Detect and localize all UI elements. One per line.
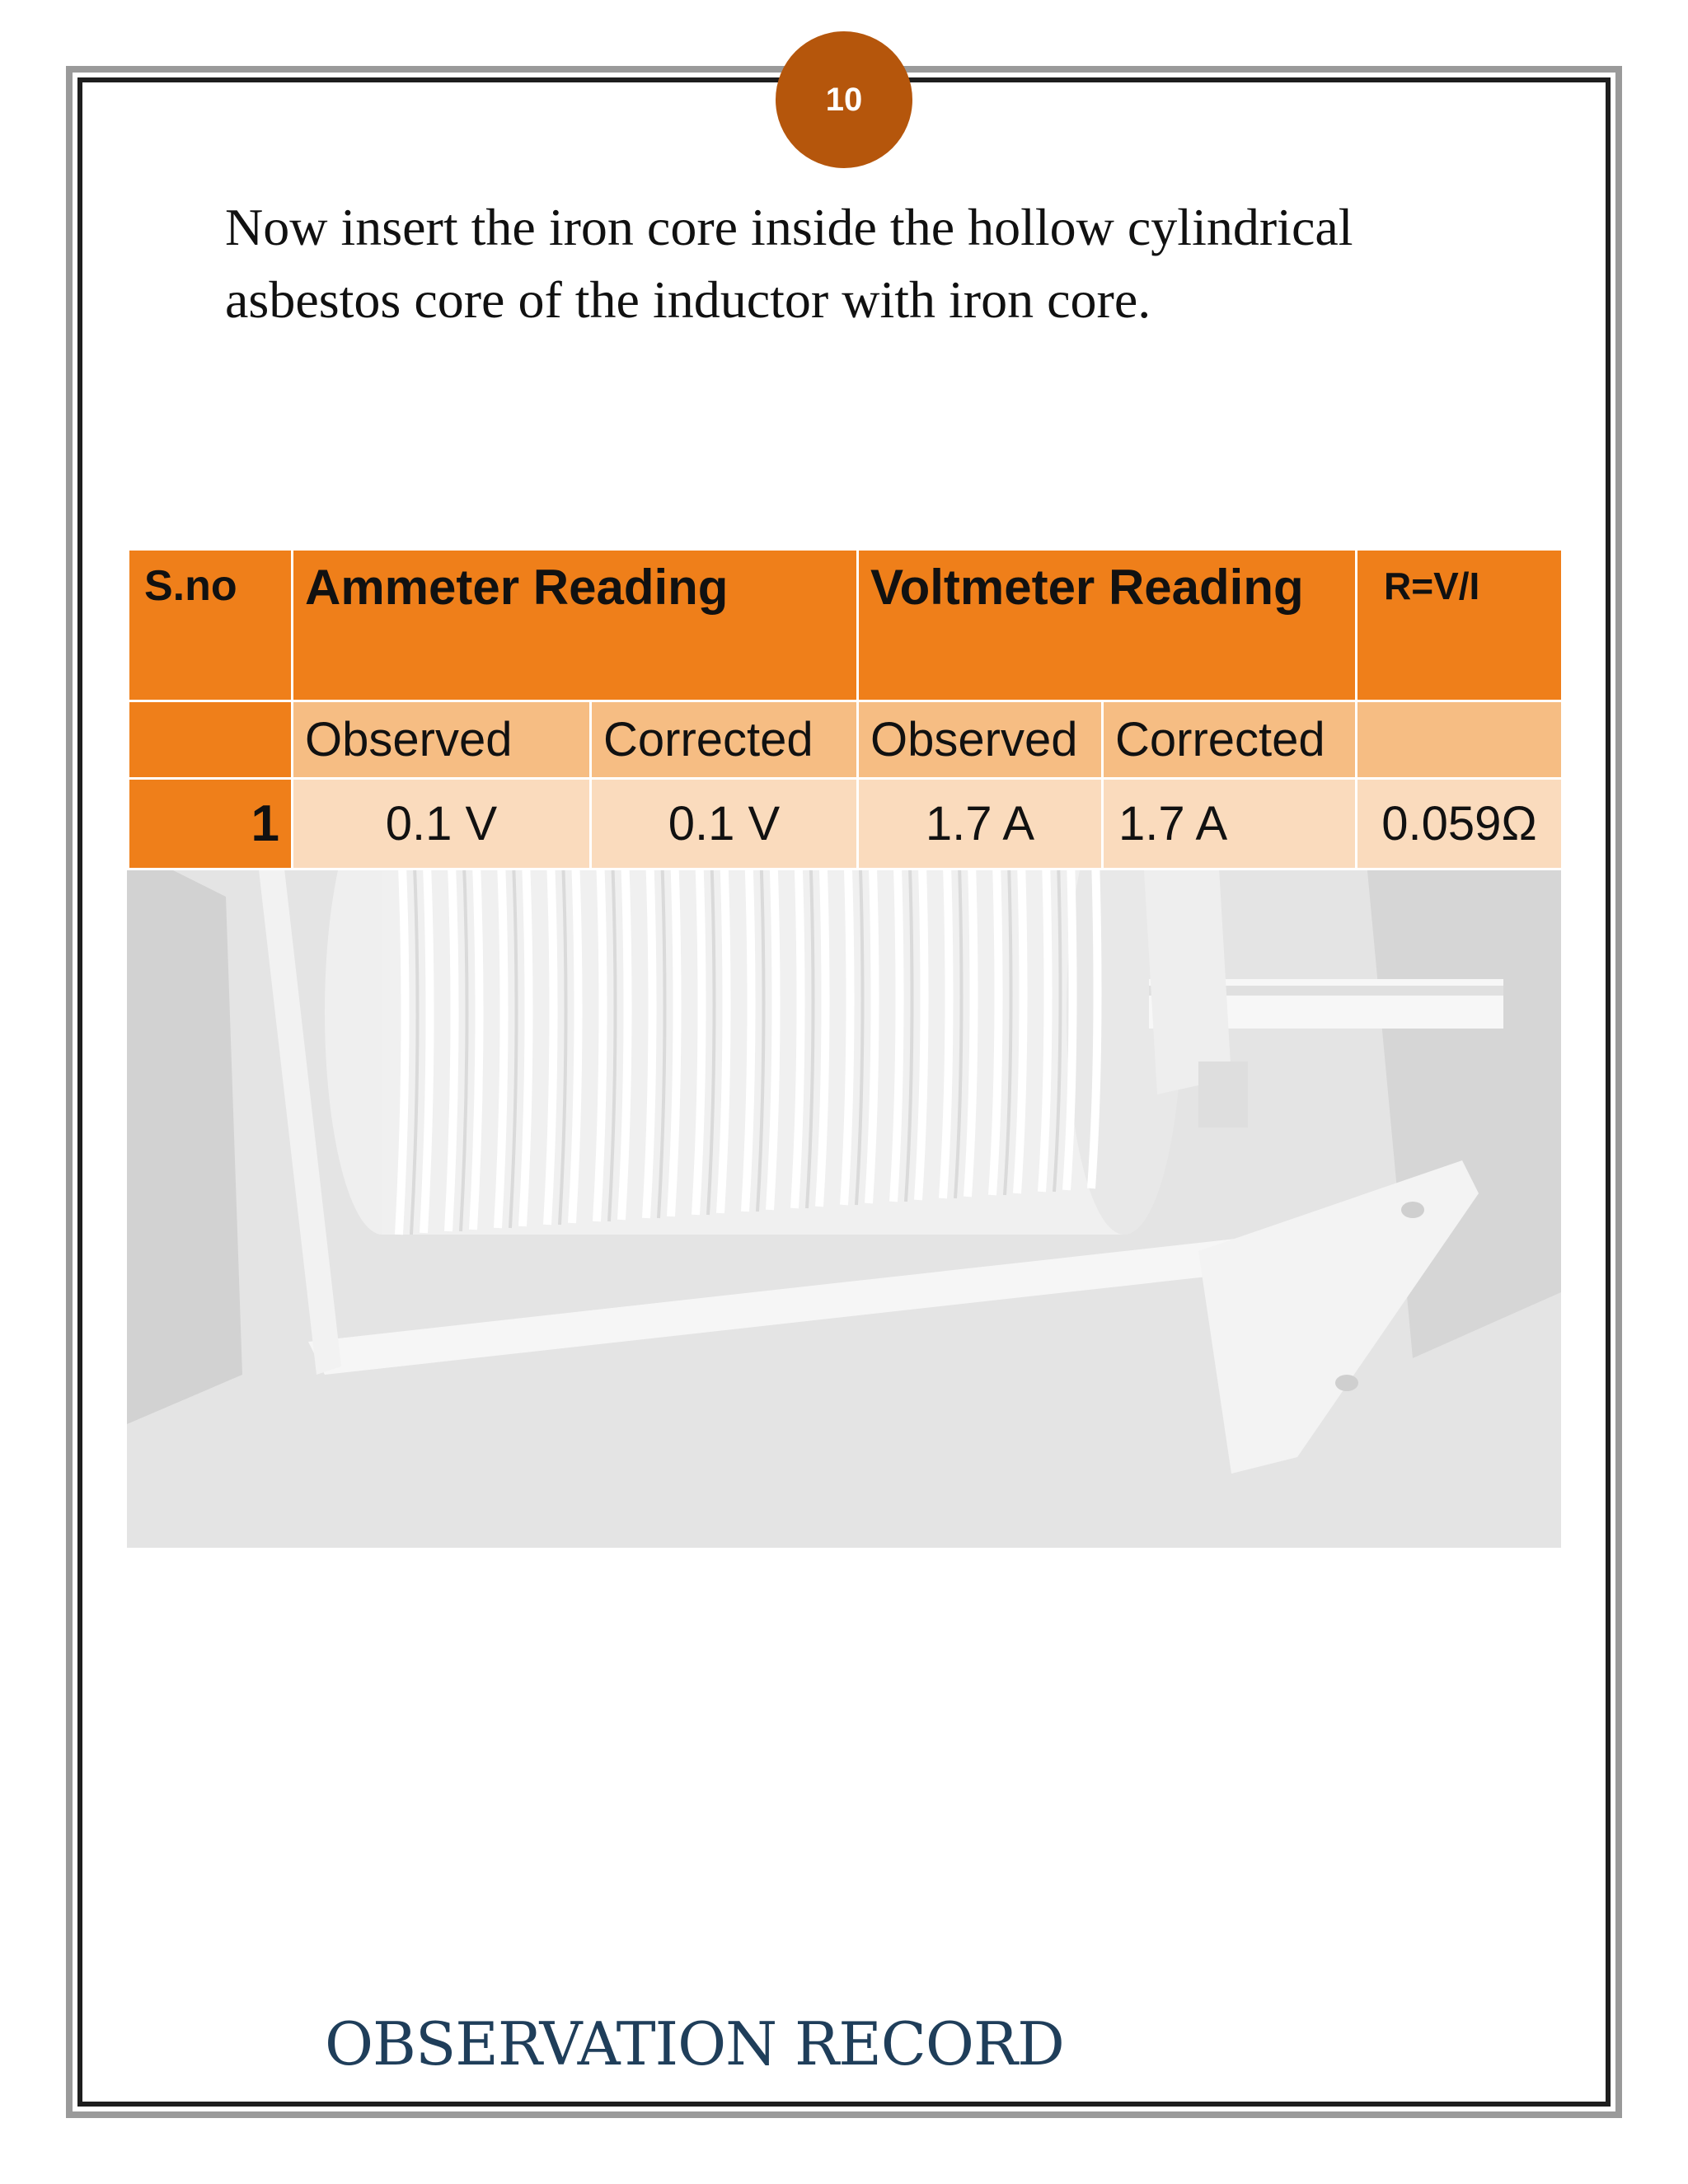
subheader-voltmeter-corrected: Corrected [1103,701,1357,779]
subheader-ammeter-corrected: Corrected [591,701,858,779]
page-number-badge: 10 [776,31,912,168]
cell-voltmeter-observed: 1.7 A [858,779,1103,869]
intro-paragraph: Now insert the iron core inside the hollow cylindrical asbestos core of the inductor with iron core. [225,198,1353,329]
table-subheader-row [129,701,1563,779]
subheader-resistance-blank [1357,701,1563,779]
table-header-row [129,550,1563,701]
observation-record-caption: OBSERVATION RECORD [325,2009,1064,2079]
cell-resistance: 0.059Ω [1357,779,1563,869]
header-resistance: R=V/I [1357,550,1563,701]
table-row [129,779,1563,869]
subheader-voltmeter-observed: Observed [858,701,1103,779]
cell-sno: 1 [129,779,293,869]
subheader-ammeter-observed: Observed [293,701,591,779]
cell-voltmeter-corrected: 1.7 A [1103,779,1357,869]
observation-table [127,548,1564,870]
header-voltmeter-reading: Voltmeter Reading [858,550,1357,701]
cell-ammeter-observed: 0.1 V [293,779,591,869]
header-sno: S.no [129,550,293,701]
header-ammeter-reading: Ammeter Reading [293,550,858,701]
cell-ammeter-corrected: 0.1 V [591,779,858,869]
subheader-sno-blank [129,701,293,779]
